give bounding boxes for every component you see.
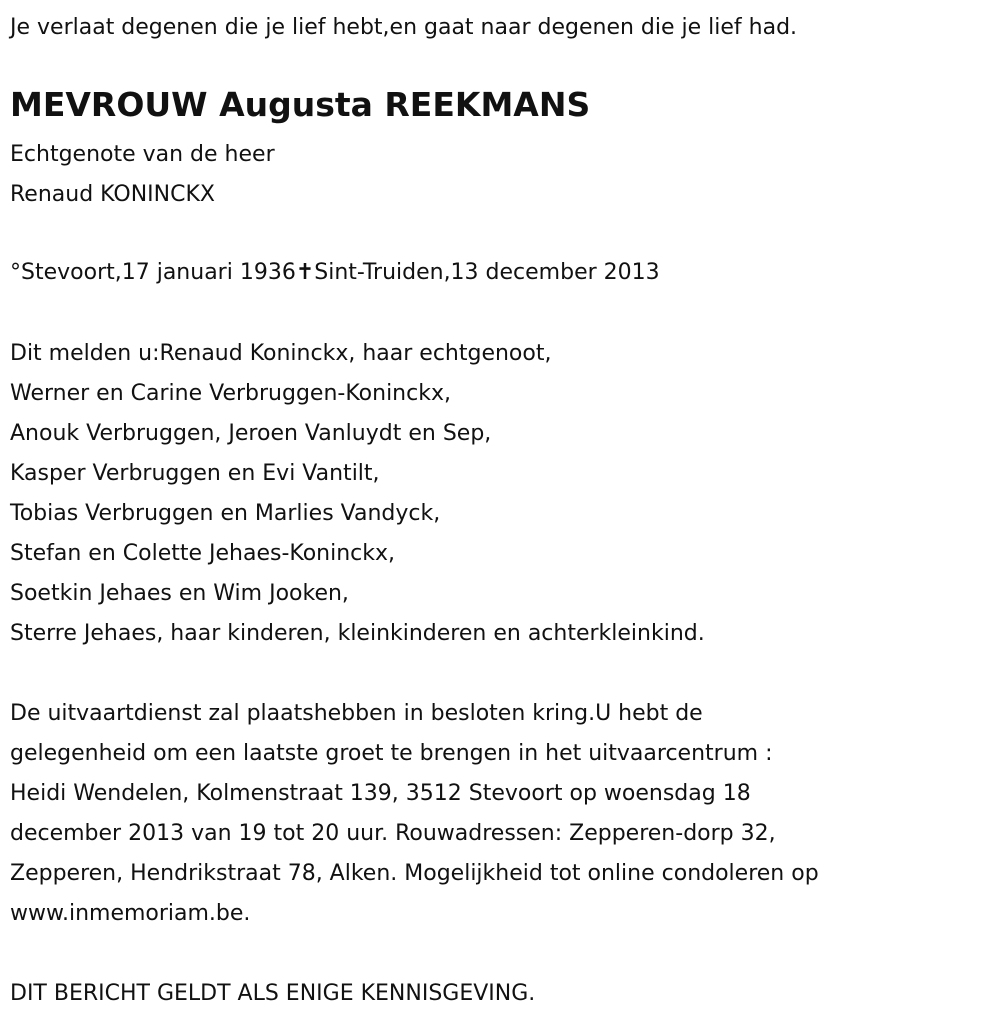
family-line: Soetkin Jehaes en Wim Jooken,	[10, 581, 349, 606]
family-line: Dit melden u:Renaud Koninckx, haar echtgenoot,	[10, 341, 552, 366]
service-line: Zepperen, Hendrikstraat 78, Alken. Mogelijkheid tot online condoleren op	[10, 861, 819, 886]
closing-statement: DIT BERICHT GELDT ALS ENIGE KENNISGEVING.	[10, 981, 536, 1006]
spouse-line: Renaud KONINCKX	[10, 182, 215, 207]
family-line: Kasper Verbruggen en Evi Vantilt,	[10, 461, 380, 486]
family-line: Stefan en Colette Jehaes-Koninckx,	[10, 541, 396, 566]
spouse-line: Echtgenote van de heer	[10, 142, 275, 167]
family-line: Werner en Carine Verbruggen-Koninckx,	[10, 381, 451, 406]
deceased-name: MEVROUW Augusta REEKMANS	[10, 85, 591, 124]
service-line: Heidi Wendelen, Kolmenstraat 139, 3512 Stevoort op woensdag 18	[10, 781, 751, 806]
family-line: Anouk Verbruggen, Jeroen Vanluydt en Sep,	[10, 421, 492, 446]
service-line: december 2013 van 19 tot 20 uur. Rouwadressen: Zepperen-dorp 32,	[10, 821, 776, 846]
website-link[interactable]: www.inmemoriam.be.	[10, 901, 251, 926]
quote: Je verlaat degenen die je lief hebt,en gaat naar degenen die je lief had.	[10, 15, 798, 40]
birth-death-dates: °Stevoort,17 januari 1936✝Sint-Truiden,13 december 2013	[10, 260, 660, 285]
family-line: Tobias Verbruggen en Marlies Vandyck,	[10, 501, 441, 526]
family-line: Sterre Jehaes, haar kinderen, kleinkinderen en achterkleinkind.	[10, 621, 705, 646]
service-line: gelegenheid om een laatste groet te brengen in het uitvaarcentrum :	[10, 741, 773, 766]
service-line: De uitvaartdienst zal plaatshebben in besloten kring.U hebt de	[10, 701, 703, 726]
